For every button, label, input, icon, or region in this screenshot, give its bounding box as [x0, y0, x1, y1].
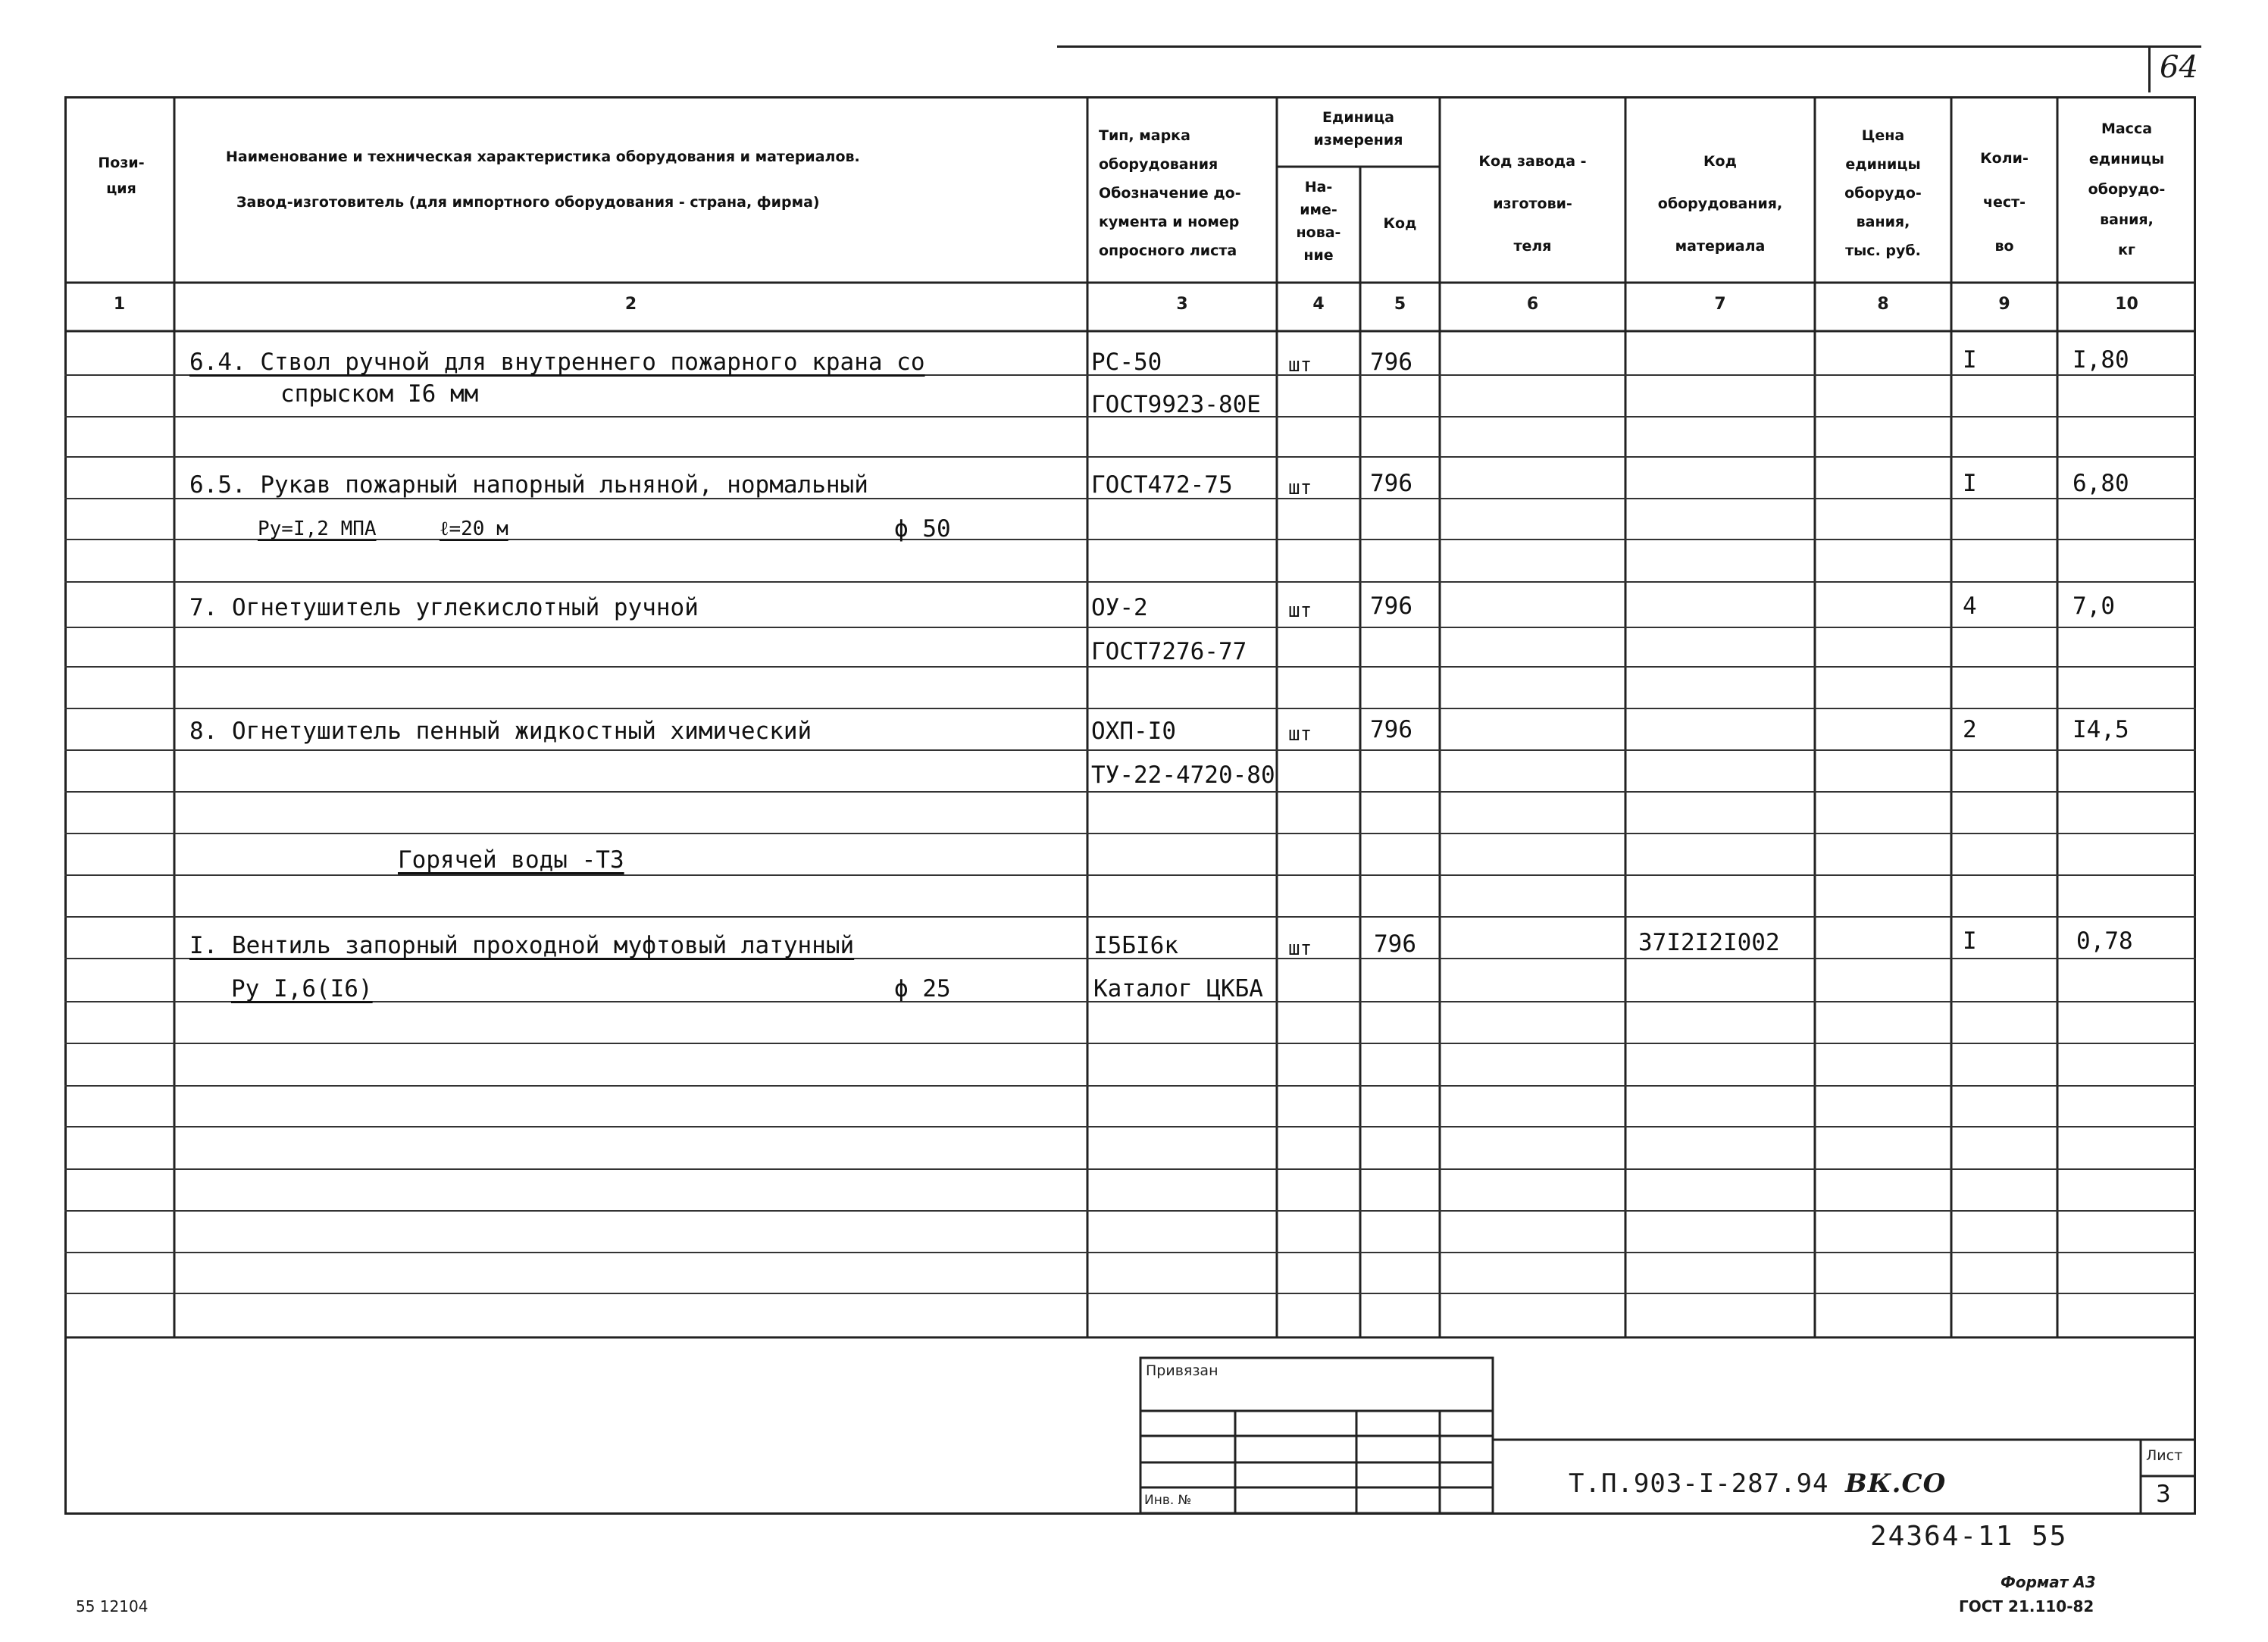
colnum-10: 10: [2115, 295, 2138, 314]
row-6-4-name-line1: 6.4. Ствол ручной для внутреннего пожарного крана со: [189, 349, 925, 376]
row-6-5-qty: I: [1963, 470, 1977, 497]
colnum-8: 8: [1877, 295, 1889, 314]
row-valve-name-line1: I. Вентиль запорный проходной муфтовый латунный: [189, 932, 855, 959]
header-col4: На- име- нова- ние: [1296, 179, 1341, 264]
stamp-inv: Инв. №: [1144, 1493, 1192, 1508]
row-7-name: 7. Огнетушитель углекислотный ручной: [189, 594, 699, 621]
colnum-4: 4: [1312, 295, 1325, 314]
header-col10: Масса единицы оборудо- вания, кг: [2088, 120, 2166, 258]
colnum-5: 5: [1394, 295, 1406, 314]
row-6-4-code: 796: [1370, 349, 1412, 376]
row-valve-type: I5БI6к: [1093, 932, 1178, 959]
row-8-type: ОХП-I0: [1091, 718, 1176, 745]
row-valve-code: 796: [1374, 930, 1416, 958]
colnum-9: 9: [1998, 295, 2010, 314]
handwritten-number: 24364-11 55: [1870, 1521, 2068, 1552]
row-6-5-unit: шт: [1288, 477, 1312, 499]
format-label: Формат А3: [2001, 1573, 2096, 1591]
header-unit-title: Единица измерения: [1313, 109, 1403, 149]
row-6-5-name-line1: 6.5. Рукав пожарный напорный льняной, нормальный: [189, 471, 868, 499]
row-valve-equip-code: 37I2I2I002: [1638, 929, 1780, 956]
section-title: Горячей воды -Т3: [398, 846, 624, 874]
left-code: 55 12104: [76, 1597, 149, 1615]
row-7-qty: 4: [1963, 593, 1977, 620]
header-col2: Наименование и техническая характеристика оборудования и материалов. Завод-изготовитель (для импортного оборудования - страна, фирма): [226, 149, 860, 211]
header-col5: Код: [1383, 215, 1417, 232]
row-6-5-length: ℓ=20 м: [440, 518, 508, 540]
row-7-type: ОУ-2: [1091, 594, 1148, 621]
row-8-qty: 2: [1963, 716, 1977, 743]
row-6-5-pressure: Ру=I,2 МПА: [258, 518, 377, 540]
colnum-3: 3: [1176, 295, 1188, 314]
gost-label: ГОСТ 21.110-82: [1959, 1597, 2094, 1615]
row-6-5-code: 796: [1370, 470, 1412, 497]
row-6-4-unit: шт: [1288, 354, 1312, 377]
page-number: 64: [2160, 50, 2198, 85]
row-valve-mass: 0,78: [2076, 927, 2133, 955]
row-8-name: 8. Огнетушитель пенный жидкостный химический: [189, 718, 812, 745]
row-6-4-mass: I,80: [2072, 346, 2129, 374]
colnum-6: 6: [1526, 295, 1539, 314]
sheet-label: Лист: [2146, 1447, 2183, 1464]
row-7-code: 796: [1370, 593, 1412, 620]
row-valve-unit: шт: [1288, 937, 1312, 960]
row-6-5-mass: 6,80: [2072, 470, 2129, 497]
colnum-2: 2: [624, 295, 637, 314]
row-6-4-name-line2: спрыском I6 мм: [280, 380, 479, 408]
row-valve-diameter: ϕ 25: [894, 975, 951, 1002]
header-col8: Цена единицы оборудо- вания, тыс. руб.: [1844, 127, 1922, 259]
colnum-1: 1: [113, 295, 126, 314]
row-6-5-diameter: ϕ 50: [894, 515, 951, 543]
row-valve-name-line2: Ру I,6(I6): [231, 975, 373, 1002]
row-7-unit: шт: [1288, 599, 1312, 622]
stamp-privyazan: Привязан: [1146, 1362, 1218, 1379]
row-6-4-qty: I: [1963, 346, 1977, 374]
header-col3: Тип, марка оборудования Обозначение до- кумента и номер опросного листа: [1099, 127, 1241, 259]
colnum-7: 7: [1714, 295, 1726, 314]
row-6-5-type: ГОСТ472-75: [1091, 471, 1233, 499]
header-col1: Пози- ция: [98, 155, 145, 197]
row-valve-qty: I: [1963, 927, 1977, 955]
row-6-4-doc: ГОСТ9923-80Е: [1091, 391, 1261, 418]
document-number: Т.П.903-I-287.94 ВК.СО: [1569, 1468, 1947, 1499]
row-valve-doc: Каталог ЦКБА: [1093, 975, 1263, 1002]
row-8-unit: шт: [1288, 723, 1312, 746]
row-7-mass: 7,0: [2072, 593, 2115, 620]
row-8-mass: I4,5: [2072, 716, 2129, 743]
row-8-doc: ТУ-22-4720-80: [1091, 762, 1275, 789]
row-8-code: 796: [1370, 716, 1412, 743]
row-7-doc: ГОСТ7276-77: [1091, 638, 1247, 665]
header-col9: Коли- чест- во: [1980, 150, 2029, 255]
row-6-4-type: РС-50: [1091, 349, 1162, 376]
sheet-number: 3: [2156, 1481, 2171, 1508]
header-col6: Код завода - изготови- теля: [1478, 153, 1587, 255]
header-col7: Код оборудования, материала: [1657, 153, 1783, 255]
